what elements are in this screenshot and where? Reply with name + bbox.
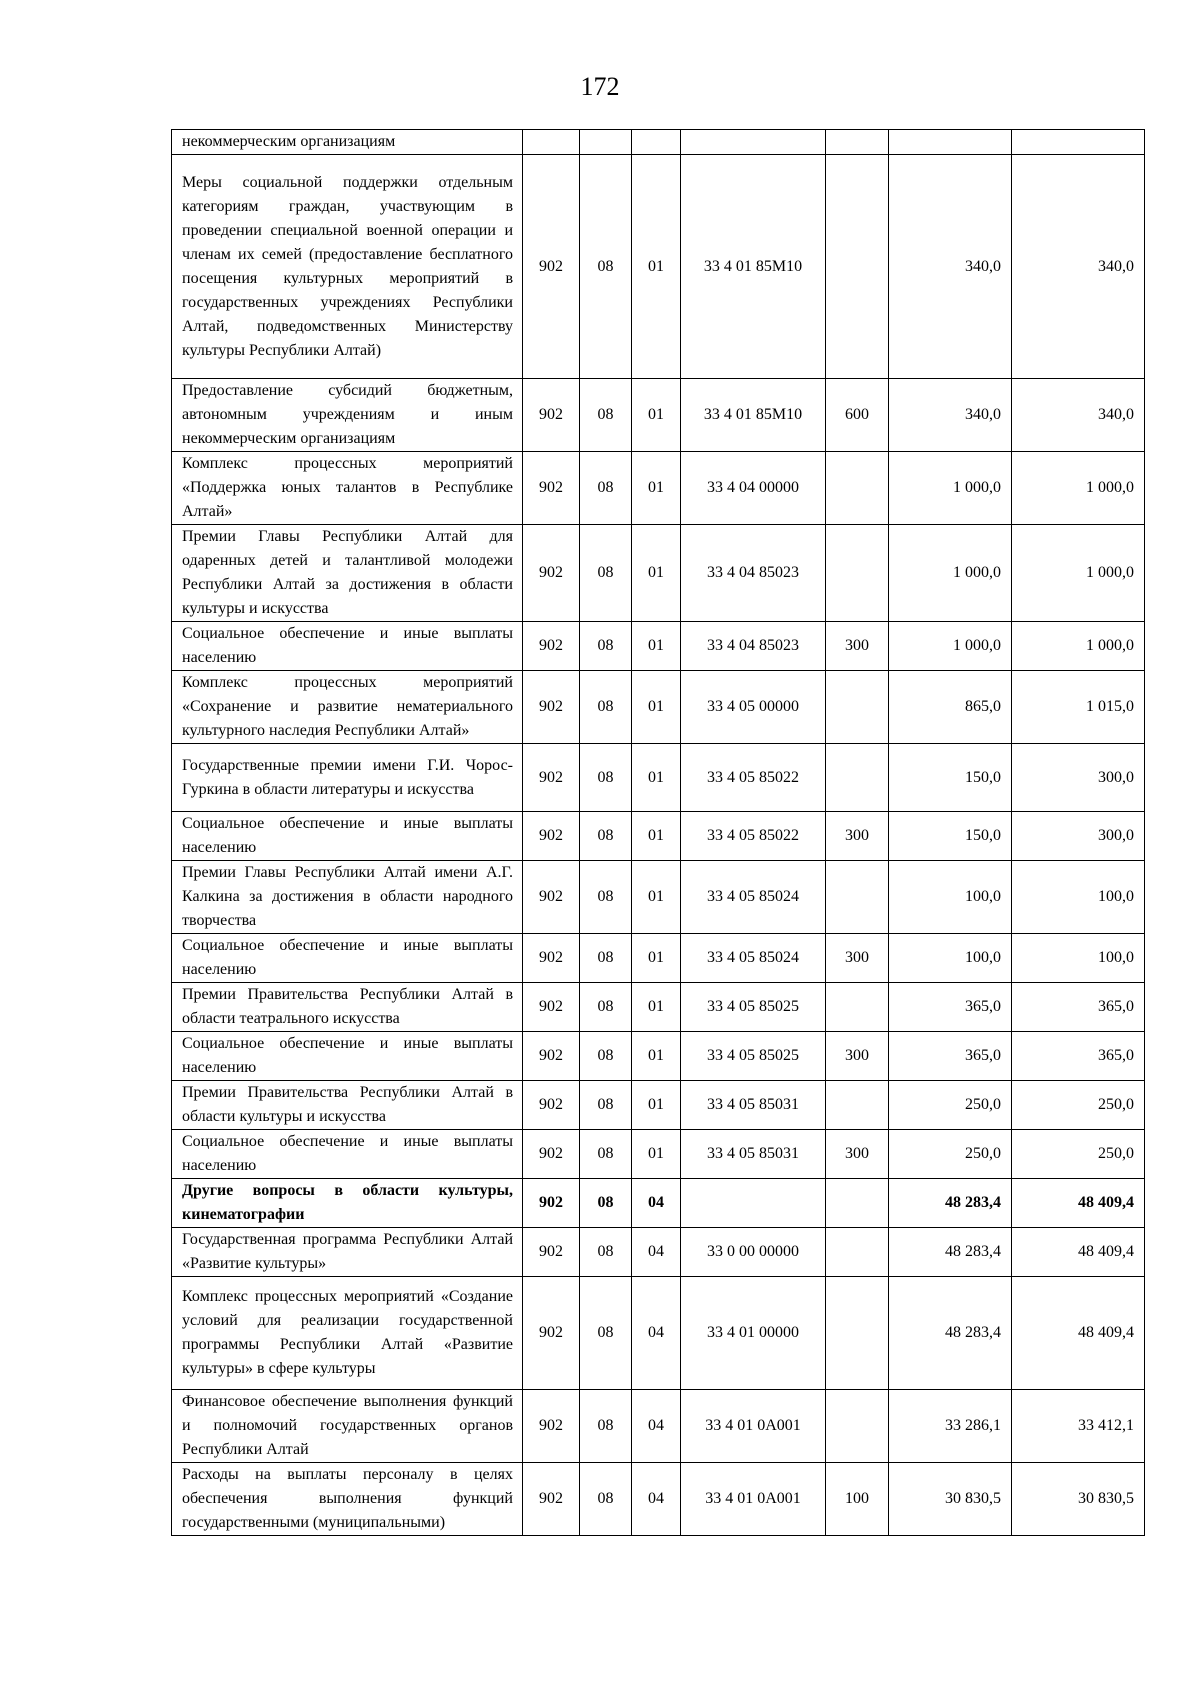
amount-year-2-cell: 48 409,4 — [1012, 1277, 1145, 1390]
subsection-code-cell: 01 — [632, 861, 681, 934]
expense-type-cell — [826, 155, 889, 379]
subsection-code-cell: 01 — [632, 744, 681, 812]
admin-code-cell: 902 — [523, 1228, 580, 1277]
table-row — [172, 155, 1145, 379]
expense-name-cell: Социальное обеспечение и иные выплаты населению — [172, 934, 523, 983]
expense-type-cell: 300 — [826, 1032, 889, 1081]
admin-code-cell: 902 — [523, 744, 580, 812]
target-article-cell: 33 4 01 85М10 — [681, 379, 826, 452]
target-article-cell: 33 4 04 85023 — [681, 525, 826, 622]
amount-year-1-cell: 365,0 — [889, 1032, 1012, 1081]
admin-code-cell: 902 — [523, 1032, 580, 1081]
table-row — [172, 1228, 1145, 1277]
amount-year-2-cell: 48 409,4 — [1012, 1228, 1145, 1277]
table-row — [172, 1277, 1145, 1390]
target-article-cell — [681, 130, 826, 155]
expense-name-cell: Финансовое обеспечение выполнения функций и полномочий государственных органов Республики Алтай — [172, 1390, 523, 1463]
section-code-cell: 08 — [580, 1228, 632, 1277]
target-article-cell — [681, 1179, 826, 1228]
admin-code-cell: 902 — [523, 525, 580, 622]
expense-name-cell: Комплекс процессных мероприятий «Создание условий для реализации государственной программы Республики Алтай «Развитие культуры» в сфере культуры — [172, 1277, 523, 1390]
amount-year-2-cell — [1012, 130, 1145, 155]
target-article-cell: 33 4 04 85023 — [681, 622, 826, 671]
section-code-cell: 08 — [580, 934, 632, 983]
expense-name-cell: Премии Правительства Республики Алтай в области театрального искусства — [172, 983, 523, 1032]
expense-name-cell: Расходы на выплаты персоналу в целях обеспечения выполнения функций государственными (муниципальными) — [172, 1463, 523, 1536]
expense-type-cell — [826, 452, 889, 525]
section-code-cell: 08 — [580, 1463, 632, 1536]
subsection-code-cell: 04 — [632, 1463, 681, 1536]
section-code-cell: 08 — [580, 1081, 632, 1130]
expense-name-cell: Другие вопросы в области культуры, кинематографии — [172, 1179, 523, 1228]
amount-year-2-cell: 250,0 — [1012, 1081, 1145, 1130]
amount-year-1-cell: 150,0 — [889, 812, 1012, 861]
amount-year-1-cell: 365,0 — [889, 983, 1012, 1032]
amount-year-2-cell: 300,0 — [1012, 744, 1145, 812]
subsection-code-cell: 01 — [632, 934, 681, 983]
amount-year-2-cell: 365,0 — [1012, 983, 1145, 1032]
expense-name-cell: Комплекс процессных мероприятий «Сохранение и развитие нематериального культурного наследия Республики Алтай» — [172, 671, 523, 744]
amount-year-2-cell: 30 830,5 — [1012, 1463, 1145, 1536]
expense-name-cell: Премии Главы Республики Алтай имени А.Г. Калкина за достижения в области народного творчества — [172, 861, 523, 934]
admin-code-cell: 902 — [523, 1179, 580, 1228]
expense-type-cell — [826, 671, 889, 744]
expense-type-cell: 300 — [826, 622, 889, 671]
amount-year-2-cell: 48 409,4 — [1012, 1179, 1145, 1228]
target-article-cell: 33 4 05 85022 — [681, 744, 826, 812]
expense-type-cell — [826, 1179, 889, 1228]
section-code-cell: 08 — [580, 1032, 632, 1081]
table-row — [172, 379, 1145, 452]
subsection-code-cell: 01 — [632, 155, 681, 379]
admin-code-cell: 902 — [523, 1390, 580, 1463]
subsection-code-cell: 01 — [632, 983, 681, 1032]
admin-code-cell: 902 — [523, 1081, 580, 1130]
expense-name-cell: Премии Главы Республики Алтай для одаренных детей и талантливой молодежи Республики Алтай за достижения в области культуры и искусства — [172, 525, 523, 622]
amount-year-1-cell: 33 286,1 — [889, 1390, 1012, 1463]
target-article-cell: 33 4 01 0А001 — [681, 1463, 826, 1536]
admin-code-cell — [523, 130, 580, 155]
expense-type-cell: 300 — [826, 1130, 889, 1179]
expense-type-cell — [826, 983, 889, 1032]
admin-code-cell: 902 — [523, 622, 580, 671]
amount-year-1-cell: 1 000,0 — [889, 525, 1012, 622]
expense-type-cell — [826, 130, 889, 155]
table-row — [172, 1081, 1145, 1130]
subsection-code-cell: 01 — [632, 1032, 681, 1081]
subsection-code-cell: 04 — [632, 1179, 681, 1228]
table-row — [172, 1032, 1145, 1081]
subsection-code-cell: 01 — [632, 812, 681, 861]
table-row — [172, 130, 1145, 155]
target-article-cell: 33 4 05 00000 — [681, 671, 826, 744]
amount-year-2-cell: 100,0 — [1012, 934, 1145, 983]
amount-year-1-cell: 250,0 — [889, 1081, 1012, 1130]
amount-year-1-cell: 865,0 — [889, 671, 1012, 744]
table-row — [172, 1130, 1145, 1179]
target-article-cell: 33 4 05 85031 — [681, 1130, 826, 1179]
table-row — [172, 812, 1145, 861]
admin-code-cell: 902 — [523, 452, 580, 525]
amount-year-2-cell: 340,0 — [1012, 155, 1145, 379]
subsection-code-cell: 01 — [632, 1130, 681, 1179]
admin-code-cell: 902 — [523, 861, 580, 934]
expense-name-cell: Социальное обеспечение и иные выплаты населению — [172, 812, 523, 861]
table-row — [172, 1463, 1145, 1536]
target-article-cell: 33 4 01 85М10 — [681, 155, 826, 379]
section-code-cell: 08 — [580, 861, 632, 934]
target-article-cell: 33 0 00 00000 — [681, 1228, 826, 1277]
expense-name-cell: Социальное обеспечение и иные выплаты населению — [172, 1032, 523, 1081]
section-code-cell: 08 — [580, 671, 632, 744]
amount-year-1-cell: 1 000,0 — [889, 622, 1012, 671]
section-code-cell: 08 — [580, 1390, 632, 1463]
amount-year-2-cell: 1 000,0 — [1012, 622, 1145, 671]
section-code-cell: 08 — [580, 744, 632, 812]
section-code-cell: 08 — [580, 379, 632, 452]
amount-year-2-cell: 100,0 — [1012, 861, 1145, 934]
amount-year-1-cell: 48 283,4 — [889, 1228, 1012, 1277]
expense-type-cell — [826, 1277, 889, 1390]
admin-code-cell: 902 — [523, 934, 580, 983]
admin-code-cell: 902 — [523, 1277, 580, 1390]
expense-type-cell: 300 — [826, 812, 889, 861]
admin-code-cell: 902 — [523, 155, 580, 379]
section-code-cell — [580, 130, 632, 155]
admin-code-cell: 902 — [523, 379, 580, 452]
target-article-cell: 33 4 05 85024 — [681, 861, 826, 934]
table-row — [172, 744, 1145, 812]
expense-type-cell — [826, 1081, 889, 1130]
amount-year-2-cell: 1 000,0 — [1012, 525, 1145, 622]
amount-year-1-cell: 100,0 — [889, 934, 1012, 983]
table-row — [172, 934, 1145, 983]
subsection-code-cell: 04 — [632, 1390, 681, 1463]
section-code-cell: 08 — [580, 525, 632, 622]
amount-year-1-cell: 250,0 — [889, 1130, 1012, 1179]
amount-year-1-cell: 1 000,0 — [889, 452, 1012, 525]
table-row — [172, 671, 1145, 744]
amount-year-2-cell: 300,0 — [1012, 812, 1145, 861]
amount-year-2-cell: 365,0 — [1012, 1032, 1145, 1081]
amount-year-1-cell: 340,0 — [889, 155, 1012, 379]
target-article-cell: 33 4 05 85024 — [681, 934, 826, 983]
expense-name-cell: Предоставление субсидий бюджетным, автономным учреждениям и иным некоммерческим организациям — [172, 379, 523, 452]
admin-code-cell: 902 — [523, 983, 580, 1032]
target-article-cell: 33 4 05 85031 — [681, 1081, 826, 1130]
table-row — [172, 1179, 1145, 1228]
amount-year-1-cell: 48 283,4 — [889, 1277, 1012, 1390]
amount-year-1-cell: 30 830,5 — [889, 1463, 1012, 1536]
subsection-code-cell — [632, 130, 681, 155]
admin-code-cell: 902 — [523, 812, 580, 861]
table-row — [172, 983, 1145, 1032]
table-row — [172, 861, 1145, 934]
amount-year-2-cell: 1 000,0 — [1012, 452, 1145, 525]
amount-year-2-cell: 340,0 — [1012, 379, 1145, 452]
expense-name-cell: Государственные премии имени Г.И. Чорос-Гуркина в области литературы и искусства — [172, 744, 523, 812]
amount-year-2-cell: 1 015,0 — [1012, 671, 1145, 744]
subsection-code-cell: 01 — [632, 622, 681, 671]
expense-type-cell — [826, 861, 889, 934]
amount-year-1-cell: 100,0 — [889, 861, 1012, 934]
amount-year-1-cell: 340,0 — [889, 379, 1012, 452]
table-row — [172, 622, 1145, 671]
section-code-cell: 08 — [580, 983, 632, 1032]
table-body — [172, 130, 1145, 1536]
table-row — [172, 452, 1145, 525]
amount-year-2-cell: 250,0 — [1012, 1130, 1145, 1179]
subsection-code-cell: 01 — [632, 1081, 681, 1130]
expense-type-cell: 600 — [826, 379, 889, 452]
subsection-code-cell: 01 — [632, 671, 681, 744]
target-article-cell: 33 4 04 00000 — [681, 452, 826, 525]
section-code-cell: 08 — [580, 812, 632, 861]
expense-name-cell: Социальное обеспечение и иные выплаты населению — [172, 622, 523, 671]
expense-type-cell — [826, 744, 889, 812]
target-article-cell: 33 4 01 0А001 — [681, 1390, 826, 1463]
target-article-cell: 33 4 05 85025 — [681, 983, 826, 1032]
admin-code-cell: 902 — [523, 671, 580, 744]
budget-table — [171, 129, 1145, 1536]
section-code-cell: 08 — [580, 452, 632, 525]
amount-year-1-cell — [889, 130, 1012, 155]
section-code-cell: 08 — [580, 622, 632, 671]
subsection-code-cell: 01 — [632, 379, 681, 452]
amount-year-1-cell: 48 283,4 — [889, 1179, 1012, 1228]
amount-year-1-cell: 150,0 — [889, 744, 1012, 812]
admin-code-cell: 902 — [523, 1130, 580, 1179]
target-article-cell: 33 4 01 00000 — [681, 1277, 826, 1390]
target-article-cell: 33 4 05 85022 — [681, 812, 826, 861]
expense-type-cell — [826, 525, 889, 622]
page-number: 172 — [580, 72, 620, 101]
table-row — [172, 1390, 1145, 1463]
subsection-code-cell: 01 — [632, 452, 681, 525]
expense-name-cell: Государственная программа Республики Алтай «Развитие культуры» — [172, 1228, 523, 1277]
subsection-code-cell: 04 — [632, 1228, 681, 1277]
section-code-cell: 08 — [580, 1179, 632, 1228]
expense-type-cell — [826, 1228, 889, 1277]
expense-name-cell: Социальное обеспечение и иные выплаты населению — [172, 1130, 523, 1179]
section-code-cell: 08 — [580, 1277, 632, 1390]
expense-name-cell: некоммерческим организациям — [172, 130, 523, 155]
target-article-cell: 33 4 05 85025 — [681, 1032, 826, 1081]
subsection-code-cell: 01 — [632, 525, 681, 622]
expense-name-cell: Комплекс процессных мероприятий «Поддержка юных талантов в Республике Алтай» — [172, 452, 523, 525]
amount-year-2-cell: 33 412,1 — [1012, 1390, 1145, 1463]
expense-type-cell: 100 — [826, 1463, 889, 1536]
expense-type-cell — [826, 1390, 889, 1463]
expense-name-cell: Премии Правительства Республики Алтай в области культуры и искусства — [172, 1081, 523, 1130]
subsection-code-cell: 04 — [632, 1277, 681, 1390]
section-code-cell: 08 — [580, 155, 632, 379]
expense-type-cell: 300 — [826, 934, 889, 983]
table-row — [172, 525, 1145, 622]
expense-name-cell: Меры социальной поддержки отдельным категориям граждан, участвующим в проведении специальной военной операции и членам их семей (предоставление бесплатного посещения культурных мероприятий в государственных учреждениях Республики Алтай, подведомственных Министерству культуры Республики Алтай) — [172, 155, 523, 379]
section-code-cell: 08 — [580, 1130, 632, 1179]
admin-code-cell: 902 — [523, 1463, 580, 1536]
